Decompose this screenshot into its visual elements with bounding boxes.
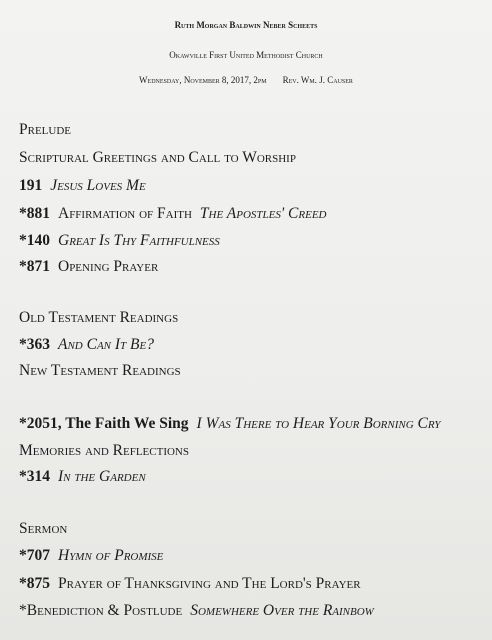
- hymn-number: *707: [19, 547, 50, 564]
- order-item-title: *Benediction & Postlude: [19, 602, 183, 619]
- order-item-opening-prayer: [19, 258, 158, 276]
- order-item-hymn-140: [19, 232, 220, 250]
- hymn-title: Great Is Thy Faithfulness: [58, 232, 220, 249]
- order-item-title: Scriptural Greetings and Call to Worship: [19, 149, 296, 166]
- order-item-old-testament: [19, 309, 178, 327]
- order-item-title: New Testament Readings: [19, 362, 181, 379]
- hymn-number: 191: [19, 177, 43, 194]
- order-item-sermon: [19, 520, 67, 538]
- hymn-title: Hymn of Promise: [58, 547, 164, 564]
- order-item-prelude: [19, 121, 71, 139]
- hymn-number: *2051, The Faith We Sing: [19, 415, 189, 432]
- order-item-thanksgiving: [19, 575, 361, 593]
- order-item-hymn-707: [19, 547, 163, 565]
- order-item-hymn-363: [19, 336, 154, 354]
- order-item-title: Opening Prayer: [58, 258, 159, 275]
- hymn-title: I Was There to Hear Your Borning Cry: [196, 415, 441, 432]
- church-name: Okawville First United Methodist Church: [169, 50, 323, 60]
- hymn-number: *875: [19, 575, 50, 592]
- order-item-benediction: [19, 602, 374, 620]
- order-item-affirmation: [19, 205, 327, 223]
- officiant-name: Rev. Wm. J. Causer: [282, 75, 353, 85]
- order-item-hymn-314: [19, 468, 146, 486]
- hymn-title: In the Garden: [58, 468, 146, 485]
- program-title: Ruth Morgan Baldwin Neber Scheets: [174, 20, 318, 30]
- order-item-memories: [19, 442, 189, 460]
- hymn-title: And Can It Be?: [58, 336, 154, 353]
- order-item-title: Prayer of Thanksgiving and The Lord's Prayer: [58, 575, 361, 592]
- order-item-title: Sermon: [19, 520, 68, 537]
- order-item-greetings: [19, 149, 296, 167]
- hymn-title: Somewhere Over the Rainbow: [190, 602, 374, 619]
- hymn-title: Jesus Loves Me: [50, 177, 146, 194]
- hymn-number: *871: [19, 258, 50, 275]
- order-item-title: Old Testament Readings: [19, 309, 179, 326]
- order-item-title: Prelude: [19, 121, 72, 138]
- hymn-number: *314: [19, 468, 50, 485]
- hymn-number: *881: [19, 205, 50, 222]
- order-item-title: Affirmation of Faith: [58, 205, 192, 222]
- hymn-number: *363: [19, 336, 50, 353]
- order-item-new-testament: [19, 362, 181, 380]
- hymn-number: *140: [19, 232, 50, 249]
- order-item-title: Memories and Reflections: [19, 442, 189, 459]
- hymn-title: The Apostles' Creed: [199, 205, 327, 222]
- service-date: Wednesday, November 8, 2017, 2pm: [139, 75, 267, 85]
- order-item-hymn-191: [19, 177, 146, 195]
- service-details: [0, 71, 492, 89]
- order-item-hymn-2051: [19, 415, 441, 433]
